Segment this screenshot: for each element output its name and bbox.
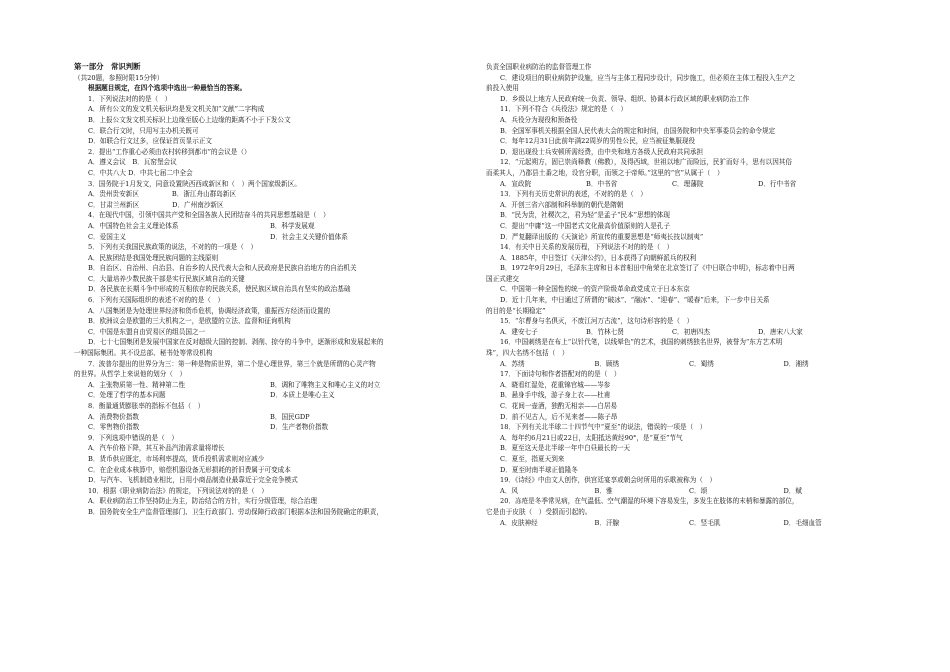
option: C．蜀绣: [689, 359, 714, 368]
option: D．本质上是唯心主义: [270, 391, 335, 400]
option: D．赋: [783, 486, 802, 495]
left-line-29: 的世界。从哲学上来说他的划分（ ）: [74, 370, 187, 379]
right-line-33: D．前不见古人，后不见来者——陈子昂: [500, 412, 618, 421]
left-line-5: B．上报公文发文机关标识上边缘至版心上边缘的距离不小于下发公文: [88, 115, 291, 124]
left-line-13: C．甘肃兰州新区 D．广州南沙新区: [88, 200, 224, 209]
option: C．初唐四杰: [672, 327, 711, 336]
left-line-4: A．所有公文的发文机关标识均是发文机关加“文献”二字构成: [88, 105, 265, 114]
left-line-14: 4．在现代中国，引领中国共产党和全国各族人民团结奋斗的共同思想基础是（ ）: [88, 211, 330, 220]
left-line-16: [74, 232, 469, 243]
option: C．竖毛肌: [689, 518, 721, 527]
right-line-6: B．全国军事机关根据全国人民代表大会的规定和时间，由国务院和中央军事委员会的命令规定: [500, 126, 776, 135]
left-line-33: [74, 412, 469, 423]
right-line-2: 前投入使用: [486, 84, 519, 93]
option: B．科学发展观: [270, 221, 315, 230]
left-line-38: C．在企业成本核算中，赔偿机器设备无形损耗的折旧费属于可变成本: [88, 465, 291, 474]
option: A．皮肤神经: [500, 518, 538, 527]
left-line-40: 10．根据《职业病防治法》的规定，下列说法对的的是（ ）: [88, 486, 268, 495]
left-line-20: C．大量培养少数民族干部是实行民族区域自治的关键: [88, 274, 245, 283]
right-line-7: C．每年12月31日此前年满22周岁的男性公民，应当被征集服现役: [500, 137, 696, 146]
left-line-18: A．民族团结是我国处理民族问题的主线原则: [88, 253, 219, 262]
option: B．国民GDP: [270, 412, 310, 421]
left-line-15: [74, 221, 469, 232]
option: A．消费物价指数: [88, 412, 139, 421]
right-line-39: 19．《诗经》中由文人创作，供宫廷宴享或朝会时所用的乐歌被称为（ ）: [500, 476, 717, 485]
option: B．顾绣: [594, 359, 620, 368]
option: B．中书省: [586, 179, 618, 188]
right-line-16: D．严复翻译出版的《天演论》所宣传的重要思想是“师夷长技以制夷”: [500, 232, 704, 241]
left-line-37: B．货币供应既定，市场利率提高，货币投机需求则对应减少: [88, 454, 265, 463]
right-line-14: B．“民为贵，社稷次之，君为轻”是孟子“民本”思想的体现: [500, 211, 670, 220]
right-line-23: 的目的是“长期稳定”: [486, 306, 546, 315]
right-line-11: [486, 179, 878, 190]
option: D．社会主义关键价值体系: [270, 232, 348, 241]
right-line-9: 12．“元起朔方，固已崇尚释教（佛教），及得西域，世祖以地广而险远，民犷而好斗，思有以因其俗: [500, 158, 792, 167]
right-line-25: [486, 327, 878, 338]
left-line-0: 第一部分 常识判断: [74, 62, 141, 71]
right-line-26: 16．中国刺绣是在布上“以针代笔，以线晕色”的艺术，我国的刺绣独名世界，被誉为“东方艺术明: [500, 338, 783, 347]
right-line-41: 20．冻疮是冬季常见病，在气温低、空气潮湿的环境下容易发生，多发生在肢体的末梢和暴露的部位，: [500, 497, 799, 506]
right-line-32: C．花间一壶酒，独酌无相亲——白居易: [500, 402, 618, 410]
right-line-28: [486, 359, 878, 370]
left-line-41: A．职业病防治工作坚持防止为主，防治结合的方针，实行分级管理，综合治理: [88, 497, 317, 506]
right-line-1: C．建设项目的职业病防护设施，应当与主体工程同步设计，同步施工，但必须在主体工程投入生产之: [500, 73, 796, 82]
option: D．生产者物价指数: [270, 423, 329, 432]
right-line-15: C．提出“中庸”这一中国老式文化最高价值原则的人是孔子: [500, 221, 671, 230]
right-line-30: A．晓看红湿处，花重锦官城——岑参: [500, 380, 611, 389]
left-line-22: 6．下列有关国际组织的表述不对的的是（ ）: [88, 296, 225, 305]
option: D．湘绣: [783, 359, 809, 368]
right-line-10: 而柔其人，乃郡县土番之地，设官分职，而领之于帝师。”这里的“官”从属于（ ）: [486, 168, 724, 177]
right-line-19: B．1972年9月29日，毛泽东主席和日本首相田中角荣在北京签订了《中日联合申明》，标志着中日两: [500, 264, 795, 273]
option: A．建安七子: [500, 327, 538, 336]
left-line-2: 根据题目规定，在四个选项中选出一种最恰当的答案。: [88, 84, 247, 93]
option: C．处理了哲学的基本问题: [88, 391, 166, 400]
left-line-8: 2．提出“工作重心必须由农村转移到都市”的会议是（）: [88, 147, 251, 156]
right-line-24: 15．“尔曹身与名俱灭，不废江河万古流”，这句诗形容的是（ ）: [500, 317, 694, 326]
option: A．主张物质第一性、精神第二性: [88, 380, 186, 389]
right-line-31: B．悬身手中线，游子身上衣——杜甫: [500, 391, 611, 400]
right-line-43: [486, 518, 878, 529]
left-line-35: 9．下列选项中错误的是（ ）: [88, 433, 178, 442]
right-line-40: [486, 486, 878, 497]
right-line-21: C．中国第一种全国性的统一的资产阶级革命政党成立于日本东京: [500, 285, 690, 294]
right-line-42: 它是由于皮肤（ ）受损而引起的。: [486, 507, 592, 516]
option: B．汗腺: [594, 518, 620, 527]
option: C．零售物价指数: [88, 423, 140, 432]
option: A．苏绣: [500, 359, 525, 368]
left-line-34: [74, 422, 469, 433]
right-line-4: 11．下列不符合《兵役法》规定的是（ ）: [500, 105, 628, 114]
left-line-25: C．中国是东盟自由贸易区的组员国之一: [88, 327, 206, 336]
right-line-5: A．兵役分为现役和预备役: [500, 115, 578, 124]
right-line-0: 负责全国职业病防治的监督管理工作: [486, 63, 592, 71]
right-line-13: A．开创三省六部制和科举制的朝代是隋朝: [500, 200, 624, 209]
option: A．宣政院: [500, 179, 532, 188]
right-line-18: A．1885年，中日签订《天津公约》，日本获得了向朝鲜派兵的权利: [500, 253, 697, 262]
right-line-8: D．退出现役士兵安顿所需经费，由中央和地方各级人民政府共同承担: [500, 147, 704, 156]
right-line-3: D．乡级以上地方人民政府统一负责、领导、组织、协调本行政区域的职业病防治工作: [500, 94, 750, 103]
left-column: [74, 62, 469, 518]
option: C．颂: [689, 486, 708, 495]
right-line-34: 18．下列有关北半球二十四节气中“夏至”的说法，错误的一项是（ ）: [500, 423, 707, 432]
option: D．毛细血管: [783, 518, 822, 527]
left-line-3: 1．下列说法对的的是（ ）: [88, 94, 172, 103]
left-line-12: A．贵州贵安新区 B．浙江舟山群岛新区: [88, 190, 237, 199]
left-line-26: D．七十七国集团是发展中国家在反对超级大国的控制、剥削、掠夺的斗争中，逐渐形成和发展起来的: [88, 338, 384, 347]
left-line-32: 8．衡量通货膨胀率的指标不包括（ ）: [88, 402, 205, 410]
option: A．风: [500, 486, 518, 495]
right-line-27: 珠”，四大名绣不包括（ ）: [486, 349, 569, 358]
left-line-31: [74, 390, 469, 401]
left-line-11: 3．国务院于1月发文，同意设置陕西西咸新区和（ ）两个国家级新区。: [88, 179, 301, 188]
right-line-36: B．夏至这天是北半球一年中白昼最长的一天: [500, 444, 631, 453]
right-line-20: 国正式建交: [486, 274, 519, 283]
right-column: [486, 62, 878, 528]
left-line-28: 7．波普尔提出的世界分为三：第一种是物质世界，第二个是心理世界，第三个就是所谓的心灵产物: [88, 359, 376, 368]
left-line-27: 一种国际集团。其不设总部、秘书处等常设机构: [74, 349, 213, 358]
left-line-19: B．自治区、自治州、自治县、自治乡的人民代表大会和人民政府是民族自治地方的自治机关: [88, 264, 357, 273]
right-line-12: 13．下列有关历史常识的表述，不对的的是（ ）: [500, 190, 647, 199]
left-line-36: A．汽车价格下降，其互补品汽油需求量将增长: [88, 444, 225, 453]
left-line-30: [74, 380, 469, 391]
left-line-24: B．欧洲议会是欧盟的三大机构之一，是欧盟的立法、监督和征询机构: [88, 317, 291, 326]
left-line-39: D．与汽车、飞机制造业相比，日用小商品制造业最靠近于完全竞争模式: [88, 476, 298, 485]
right-line-38: D．夏至时南半球正值隆冬: [500, 465, 578, 474]
left-line-42: B．国务院安全生产监督管理部门、卫生行政部门、劳动保障行政部门根据本法和国务院确定的职责，: [88, 507, 383, 516]
left-line-10: C．中共八大 D．中共七届二中全会: [88, 168, 193, 177]
right-line-22: D．近十几年来，中日通过了所谓的“破冰”、“融冰”、“迎春”、“暖春”后来，下一步中日关系: [500, 296, 770, 305]
left-line-23: A．八国集团是为处理世界经济和货币危机，协调经济政策，重振西方经济而设置的: [88, 306, 331, 315]
option: C．爱国主义: [88, 232, 127, 241]
option: B．竹林七贤: [586, 327, 624, 336]
option: B．调和了唯物主义和唯心主义的对立: [270, 380, 381, 389]
left-line-21: D．各民族在长期斗争中形成的互相依存的民族关系，使民族区域自治具有坚实的政治基础: [88, 285, 351, 294]
right-line-35: A．每年约6月21日或22日，太阳抵达黄经90°，是“夏至”节气: [500, 433, 683, 442]
right-line-37: C．夏至，指夏天到来: [500, 454, 565, 463]
option: D．唐宋八大家: [758, 327, 803, 336]
right-line-17: 14．有关中日关系的发展历程，下列说法不对的的是（ ）: [500, 243, 674, 252]
right-line-29: 17．下面诗句和作者搭配对的的是（ ）: [500, 370, 621, 379]
option: A．中国特色社会主义理论体系: [88, 221, 179, 230]
option: B．雅: [594, 486, 613, 495]
option: C．理藩院: [672, 179, 704, 188]
left-line-7: D．如联合行文过多，应保证首页显示正文: [88, 137, 212, 146]
option: D．行中书省: [758, 179, 797, 188]
left-line-1: （共20题，参照时限15分钟）: [74, 73, 164, 82]
left-line-17: 5．下列有关我国民族政策的说法，不对的的一项是（ ）: [88, 243, 258, 252]
left-line-9: A．遵义会议 B．瓦窑堡会议: [88, 158, 177, 167]
left-line-6: C．联合行文时，只用写主办机关既可: [88, 126, 199, 135]
